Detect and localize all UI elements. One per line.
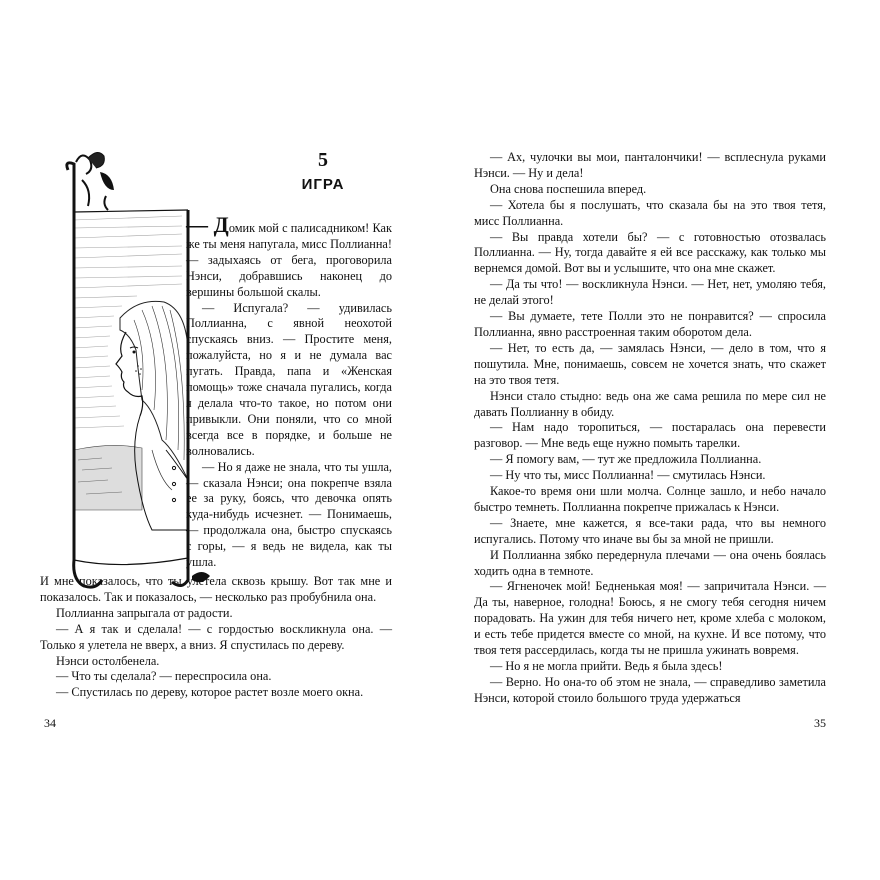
paragraph: — Ягненочек мой! Бедненькая моя! — запричитала Нэнси. — Да ты, наверное, голодна! Боюсь, я не смогу тебя сегодня ничем порадовать. На ужин для тебя ничего нет, кроме хлеба с молоком, и есть тебе придется вместе со мной, на кухне. И все потому, что твоя тетя рассердилась, когда ты не пришла ужинать вовремя.	[474, 579, 826, 658]
paragraph: Какое-то время они шли молча. Солнце зашло, и небо начало быстро темнеть. Поллианна покрепче прижалась к Нэнси.	[474, 484, 826, 514]
paragraph: — Да ты что! — воскликнула Нэнси. — Нет, нет, умоляю тебя, не делай этого!	[474, 277, 826, 308]
paragraph: Поллианна запрыгала от радости.	[56, 605, 233, 620]
paragraph: — Но я не могла прийти. Ведь я была здесь!	[490, 659, 723, 673]
paragraph: — А я так и сделала! — с гордостью воскликнула она. — Только я улетела не вверх, а вниз. Я спустилась по дереву.	[40, 621, 392, 652]
paragraph: И Поллианна зябко передернула плечами — она очень боялась ходить одна в темноте.	[474, 547, 826, 578]
chapter-title: ИГРА	[301, 176, 345, 193]
paragraph: — Нам надо торопиться, — постаралась она перевести разговор. — Мне ведь еще нужно помыть тарелки.	[474, 420, 826, 451]
paragraph: — Я помогу вам, — тут же предложила Поллианна.	[490, 452, 762, 467]
right-column	[474, 150, 826, 707]
paragraph: — Хотела бы я послушать, что сказала бы на это твоя тетя, мисс Поллианна.	[474, 197, 826, 228]
paragraph: — Вы правда хотели бы? — с готовностью отозвалась Поллианна. — Ну, тогда давайте я ей все расскажу, как только мы вернемся домой. Вот вы и услышите, что она мне скажет.	[474, 229, 826, 276]
paragraph-continuation: И мне показалось, что ты улетела сквозь крышу. Вот так мне и показалось. Так и показалось, — несколько раз пробубнила она.	[40, 574, 392, 604]
paragraph: Она снова поспешила вперед.	[490, 181, 647, 196]
paragraph: — Спустилась по дереву, которое растет возле моего окна.	[56, 685, 364, 700]
chapter-number: 5	[318, 149, 328, 171]
page-number-right: 35	[814, 716, 826, 730]
paragraph: — Что ты сделала? — переспросила она.	[56, 669, 272, 684]
paragraph: — Вы думаете, тете Полли это не понравится? — спросила Поллианна, явно расстроенная таким оборотом дела.	[474, 309, 826, 339]
paragraph: — Ах, чулочки вы мои, панталончики! — всплеснула руками Нэнси. — Ну и дела!	[474, 150, 826, 180]
left-narrow-column	[186, 212, 392, 571]
paragraph: — Нет, то есть да, — замялась Нэнси, — дело в том, что я пошутила. Мне, понимаешь, совсем не хочется знать, что скажет на это твоя тетя.	[474, 340, 826, 387]
paragraph: — Ну что ты, мисс Поллианна! — смутилась Нэнси.	[490, 468, 766, 483]
paragraph: — Верно. Но она-то об этом не знала, — справедливо заметила Нэнси, которой стоило большого труда удержаться	[474, 674, 826, 705]
page-number-left: 34	[44, 716, 56, 730]
paragraph: — Испугала? — удивилась Поллианна, с явной неохотой спускаясь вниз. — Простите меня, пожалуйста, но я и не думала вас пугать. Правда, папа и «Женская помощь» тоже сначала пугались, когда я делала что-то такое, но потом они привыкли. Они поняли, что со мной всегда все в порядке, и больше не волновались.	[186, 300, 392, 458]
drop-cap: — Д	[186, 212, 229, 237]
paragraph: Нэнси остолбенела.	[56, 653, 160, 668]
left-full-column	[40, 574, 392, 701]
first-paragraph-text: омик мой с палисадником! Как же ты меня напугала, мисс Поллианна! — задыхаясь от бега, проговорила Нэнси, добравшись наконец до вершины большой скалы.	[186, 221, 392, 299]
first-paragraph	[186, 212, 392, 301]
paragraph: Нэнси стало стыдно: ведь она же сама решила по мере сил не давать Поллианну в обиду.	[474, 388, 826, 419]
paragraph: — Знаете, мне кажется, я все-таки рада, что вы немного испугались. Потому что иначе вы бы за мной не пришли.	[474, 515, 826, 546]
paragraph: — Но я даже не знала, что ты ушла, — сказала Нэнси; она покрепче взяла ее за руку, боясь, что девочка опять куда-нибудь исчезнет. — Понимаешь, — продолжала она, быстро спускаясь с горы, — я ведь не видела, как ты ушла.	[186, 459, 392, 570]
